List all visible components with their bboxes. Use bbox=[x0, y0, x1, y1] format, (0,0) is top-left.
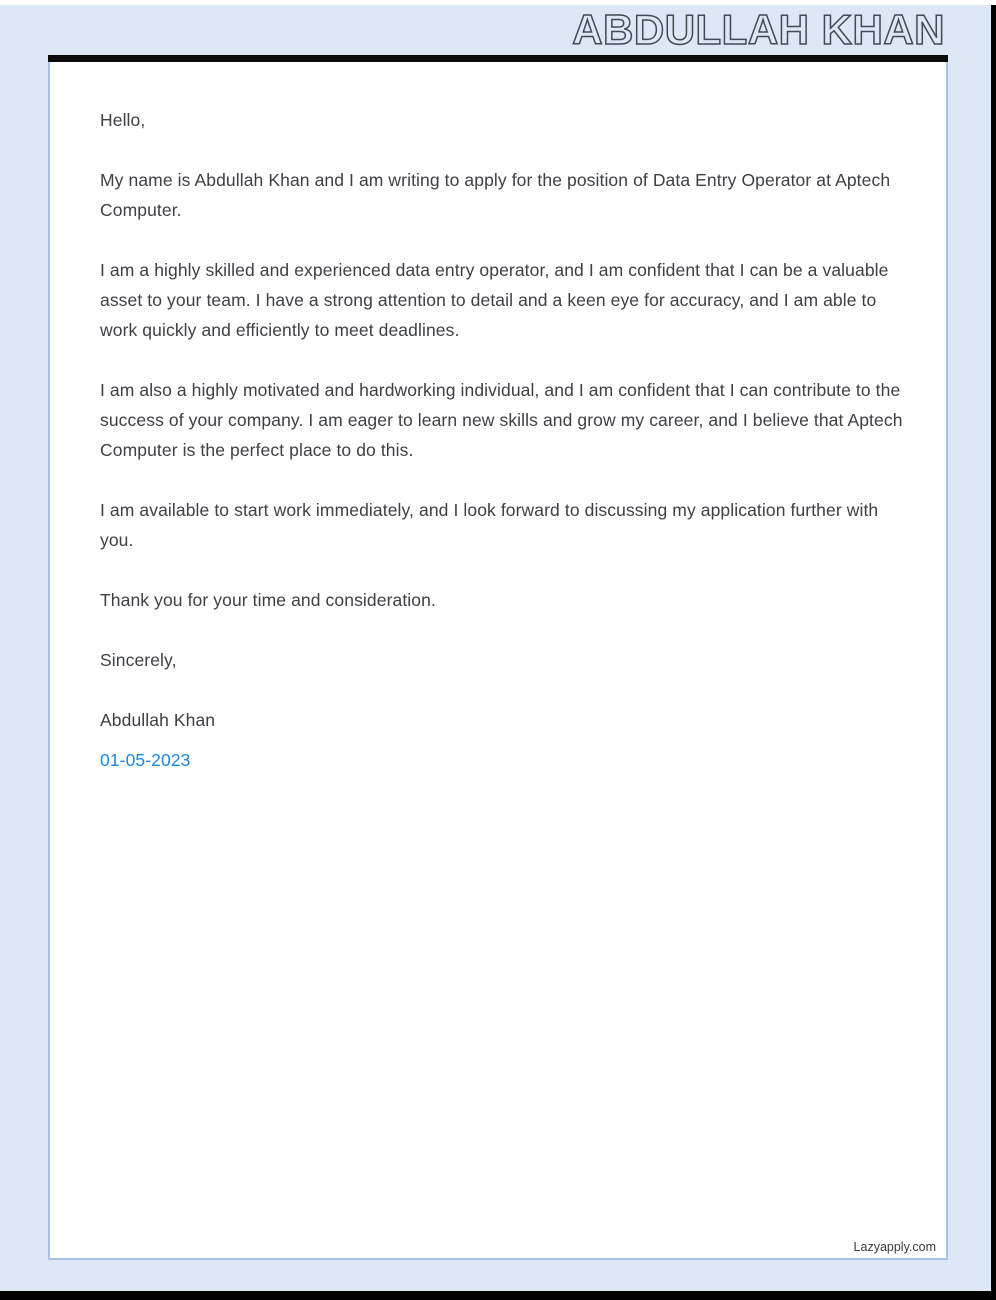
right-black-strip bbox=[991, 5, 996, 1300]
letter-page bbox=[48, 62, 948, 1260]
watermark-text: Lazyapply.com bbox=[853, 1240, 936, 1254]
paragraph-skills: I am a highly skilled and experienced data entry operator, and I am confident that I can be a valuable asset to your team. I have a strong attention to detail and a keen eye for accuracy, and I am able to work quickly and efficiently to meet deadlines. bbox=[100, 260, 889, 340]
paragraph-availability: I am available to start work immediately, and I look forward to discussing my application further with you. bbox=[100, 500, 879, 550]
paragraph-intro: My name is Abdullah Khan and I am writing to apply for the position of Data Entry Operator at Aptech Computer. bbox=[100, 170, 891, 220]
top-white-strip bbox=[0, 0, 996, 5]
bottom-black-strip bbox=[0, 1291, 996, 1300]
letterhead-name: ABDULLAH KHAN bbox=[572, 6, 945, 53]
signature-name: Abdullah Khan bbox=[100, 710, 216, 730]
greeting-text: Hello, bbox=[100, 110, 146, 130]
closing-text: Sincerely, bbox=[100, 650, 177, 670]
header-divider-bar bbox=[48, 55, 948, 62]
date-link[interactable]: 01-05-2023 bbox=[100, 750, 191, 770]
paragraph-motivation: I am also a highly motivated and hardworking individual, and I am confident that I can contribute to the success of your company. I am eager to learn new skills and grow my career, and I believe that Aptech Computer is the perfect place to do this. bbox=[100, 380, 903, 460]
paragraph-thanks: Thank you for your time and consideration. bbox=[100, 590, 436, 610]
